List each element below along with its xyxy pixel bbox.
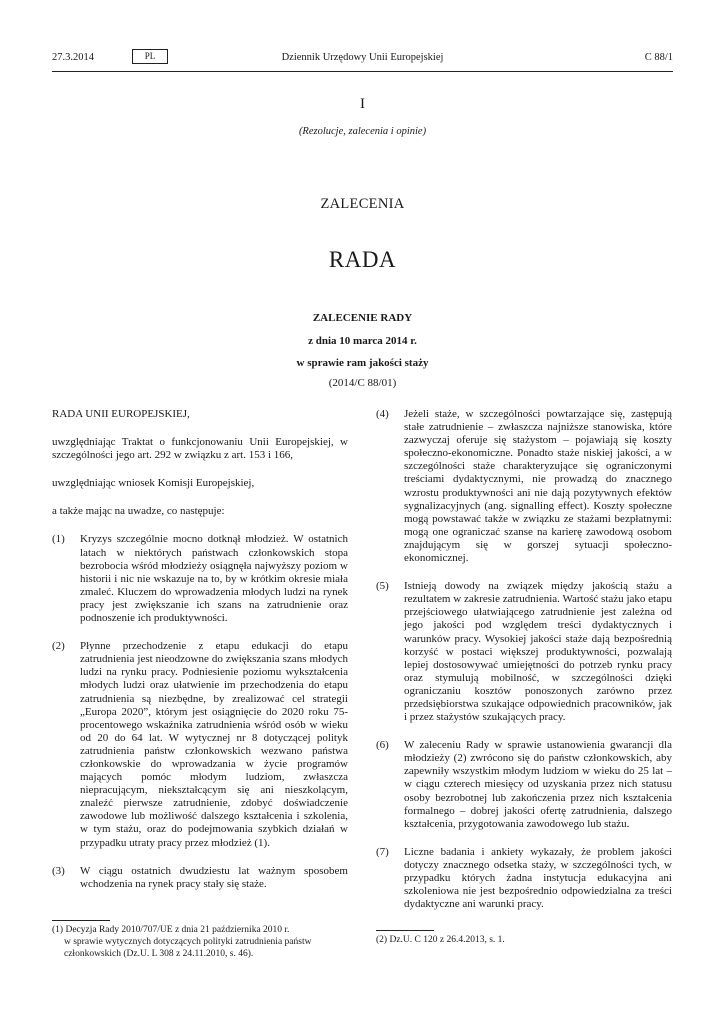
recital-number: (6) xyxy=(376,739,389,752)
recital-number: (1) xyxy=(52,533,65,546)
recital xyxy=(376,580,672,724)
recital-text: Jeżeli staże, w szczególności powtarzające się, zastępują stałe zatrudnienie – zwłaszcza najniższe stanowiska, które zazwyczaj oferuje się stażystom – pojawiają się koszty społeczno-ekonomiczne. Ponadto staże niskiej jakości, a w szczególności staże charakteryzujące się ograniczonymi treściami dydaktycznymi, nie prowadzą do znacznego wzrostu produktywności ani nie dają pozytywnych efektów sygnalizacyjnych (ang. signalling effect). Koszty społeczne mogą powstawać także w związku ze stażami bezpłatnymi: mogą one ograniczać szanse na karierę zawodową osobom znajdującym się w gorszej sytuacji społeczno-ekonomicznej. xyxy=(404,408,672,565)
footnote-1-line: w sprawie wytycznych dotyczących polityki zatrudnienia państw xyxy=(64,936,312,947)
footnote-block-left xyxy=(52,920,348,960)
language-badge: PL xyxy=(132,49,168,64)
footnote-rule xyxy=(52,920,110,921)
recital-number: (5) xyxy=(376,580,389,593)
act-reference: (2014/C 88/01) xyxy=(328,377,397,389)
act-date: z dnia 10 marca 2014 r. xyxy=(308,335,417,347)
journal-title: Dziennik Urzędowy Unii Europejskiej xyxy=(281,52,444,63)
recital-text: Liczne badania i ankiety wykazały, że problem jakości dotyczy znacznego odsetka staży, w szczególności tych, w przypadku których żadna instytucja edukacyjna ani szkoleniowa nie jest bezpośrednio odpowiedzialna za treści dydaktyczne ani warunki pracy. xyxy=(404,845,672,911)
left-column xyxy=(52,408,348,906)
recital xyxy=(52,640,348,850)
footnote-1-line: (1) Decyzja Rady 2010/707/UE z dnia 21 października 2010 r. xyxy=(52,925,290,935)
footnote-1-line: członkowskich (Dz.U. L 308 z 24.11.2010, s. 46). xyxy=(64,948,254,959)
part-number: I xyxy=(360,96,365,112)
preamble-line: a także mając na uwadze, co następuje: xyxy=(52,505,225,518)
footnote-2-line: (2) Dz.U. C 120 z 26.4.2013, s. 1. xyxy=(376,935,505,945)
preamble-line: RADA UNII EUROPEJSKIEJ, xyxy=(52,408,190,420)
recital-text: Płynne przechodzenie z etapu edukacji do etapu zatrudnienia jest nieodzowne do zwiększania szans młodych ludzi na rynku pracy. Podniesienie poziomu wykształcenia młodych ludzi oraz ułatwienie im przechodzenia do etapu zatrudnienia są niezbędne, by zrealizować cel strategii „Europa 2020”, którym jest osiągnięcie do 2020 roku 75-procentowego wskaźnika zatrudnienia wśród osób w wieku od 20 do 64 lat. W wytycznej nr 8 dotyczącej polityk zatrudnienia państw członkowskich wezwano państwa członkowskie do wprowadzania w życie programów mających pomóc młodym ludziom, zwłaszcza niepracującym, niekształcącym się ani nieszkolącym, znaleźć pierwsze zatrudnienie, zdobyć doświadczenie zawodowe lub możliwość dalszego kształcenia i szkolenia, w tym stażu, oraz do podejmowania szybkich działań w przypadku utraty pracy przez młodzież (1). xyxy=(80,640,348,849)
recital xyxy=(52,865,348,891)
recital-number: (3) xyxy=(52,864,65,877)
section-heading: ZALECENIA xyxy=(320,196,405,212)
preamble-line: uwzględniając Traktat o funkcjonowaniu Unii Europejskiej, w szczególności jego art. 292 w związku z art. 153 i 166, xyxy=(52,436,348,462)
recital xyxy=(376,846,672,911)
recital-text: W ciągu ostatnich dwudziestu lat ważnym sposobem wchodzenia na rynek pracy stały się staże. xyxy=(80,864,348,890)
footnote-block-right xyxy=(376,930,672,947)
page-number: C 88/1 xyxy=(644,52,673,63)
part-subtitle: (Rezolucje, zalecenia i opinie) xyxy=(298,126,427,137)
recital-text: W zaleceniu Rady w sprawie ustanowienia gwarancji dla młodzieży (2) zwrócono się do państw członkowskich, aby zapewniły wszystkim młodym ludziom w wieku do 25 lat – w ciągu czterech miesięcy od uzyskania przez nich statusu osoby bezrobotnej lub zakończenia przez nich kształcenia formalnego – dobrej jakości ofertę zatrudnienia, dalszego kształcenia, przygotowania zawodowego lub stażu. xyxy=(404,739,672,830)
recital-number: (7) xyxy=(376,845,389,858)
publication-date: 27.3.2014 xyxy=(52,52,94,63)
preamble-line: uwzględniając wniosek Komisji Europejskiej, xyxy=(52,477,255,490)
recital-text: Kryzys szczególnie mocno dotknął młodzież. W ostatnich latach w niektórych państwach członkowskich stopa bezrobocia wśród młodzieży osiągnęła najwyższy poziom w historii i nic nie wskazuje na to, by w krótkim okresie miała zmaleć. Kluczem do wprowadzenia młodych ludzi na rynek pracy jest zwiększanie ich szans na zatrudnienie oraz podnoszenie ich produktywności. xyxy=(80,533,348,625)
header-rule xyxy=(52,71,673,72)
recital xyxy=(376,408,672,565)
footnote-rule xyxy=(376,930,434,931)
page-header xyxy=(0,52,725,66)
act-title: ZALECENIE RADY xyxy=(312,312,413,324)
act-subject: w sprawie ram jakości staży xyxy=(296,357,429,369)
right-column xyxy=(376,408,672,926)
recital-number: (4) xyxy=(376,408,389,420)
institution-heading: RADA xyxy=(328,247,397,272)
recital xyxy=(376,739,672,831)
recital-text: Istnieją dowody na związek między jakością stażu a rezultatem w zakresie zatrudnienia. Wartość stażu jako etapu przejściowego ułatwiającego zatrudnienie jest zależna od jego jakości pod względem treści dydaktycznych i warunków pracy. Wysokiej jakości staże dają bezpośrednią korzyść w postaci większej produktywności, pozwalają lepiej dostosowywać umiejętności do potrzeb rynku pracy oraz stymulują mobilność, w szczególności dzięki ograniczaniu kosztów ponoszonych zarówno przez przedsiębiorstwa szukające odpowiednich pracowników, jak i przez stażystów szukających pracy. xyxy=(404,580,672,724)
recital xyxy=(52,533,348,625)
recital-number: (2) xyxy=(52,640,65,653)
